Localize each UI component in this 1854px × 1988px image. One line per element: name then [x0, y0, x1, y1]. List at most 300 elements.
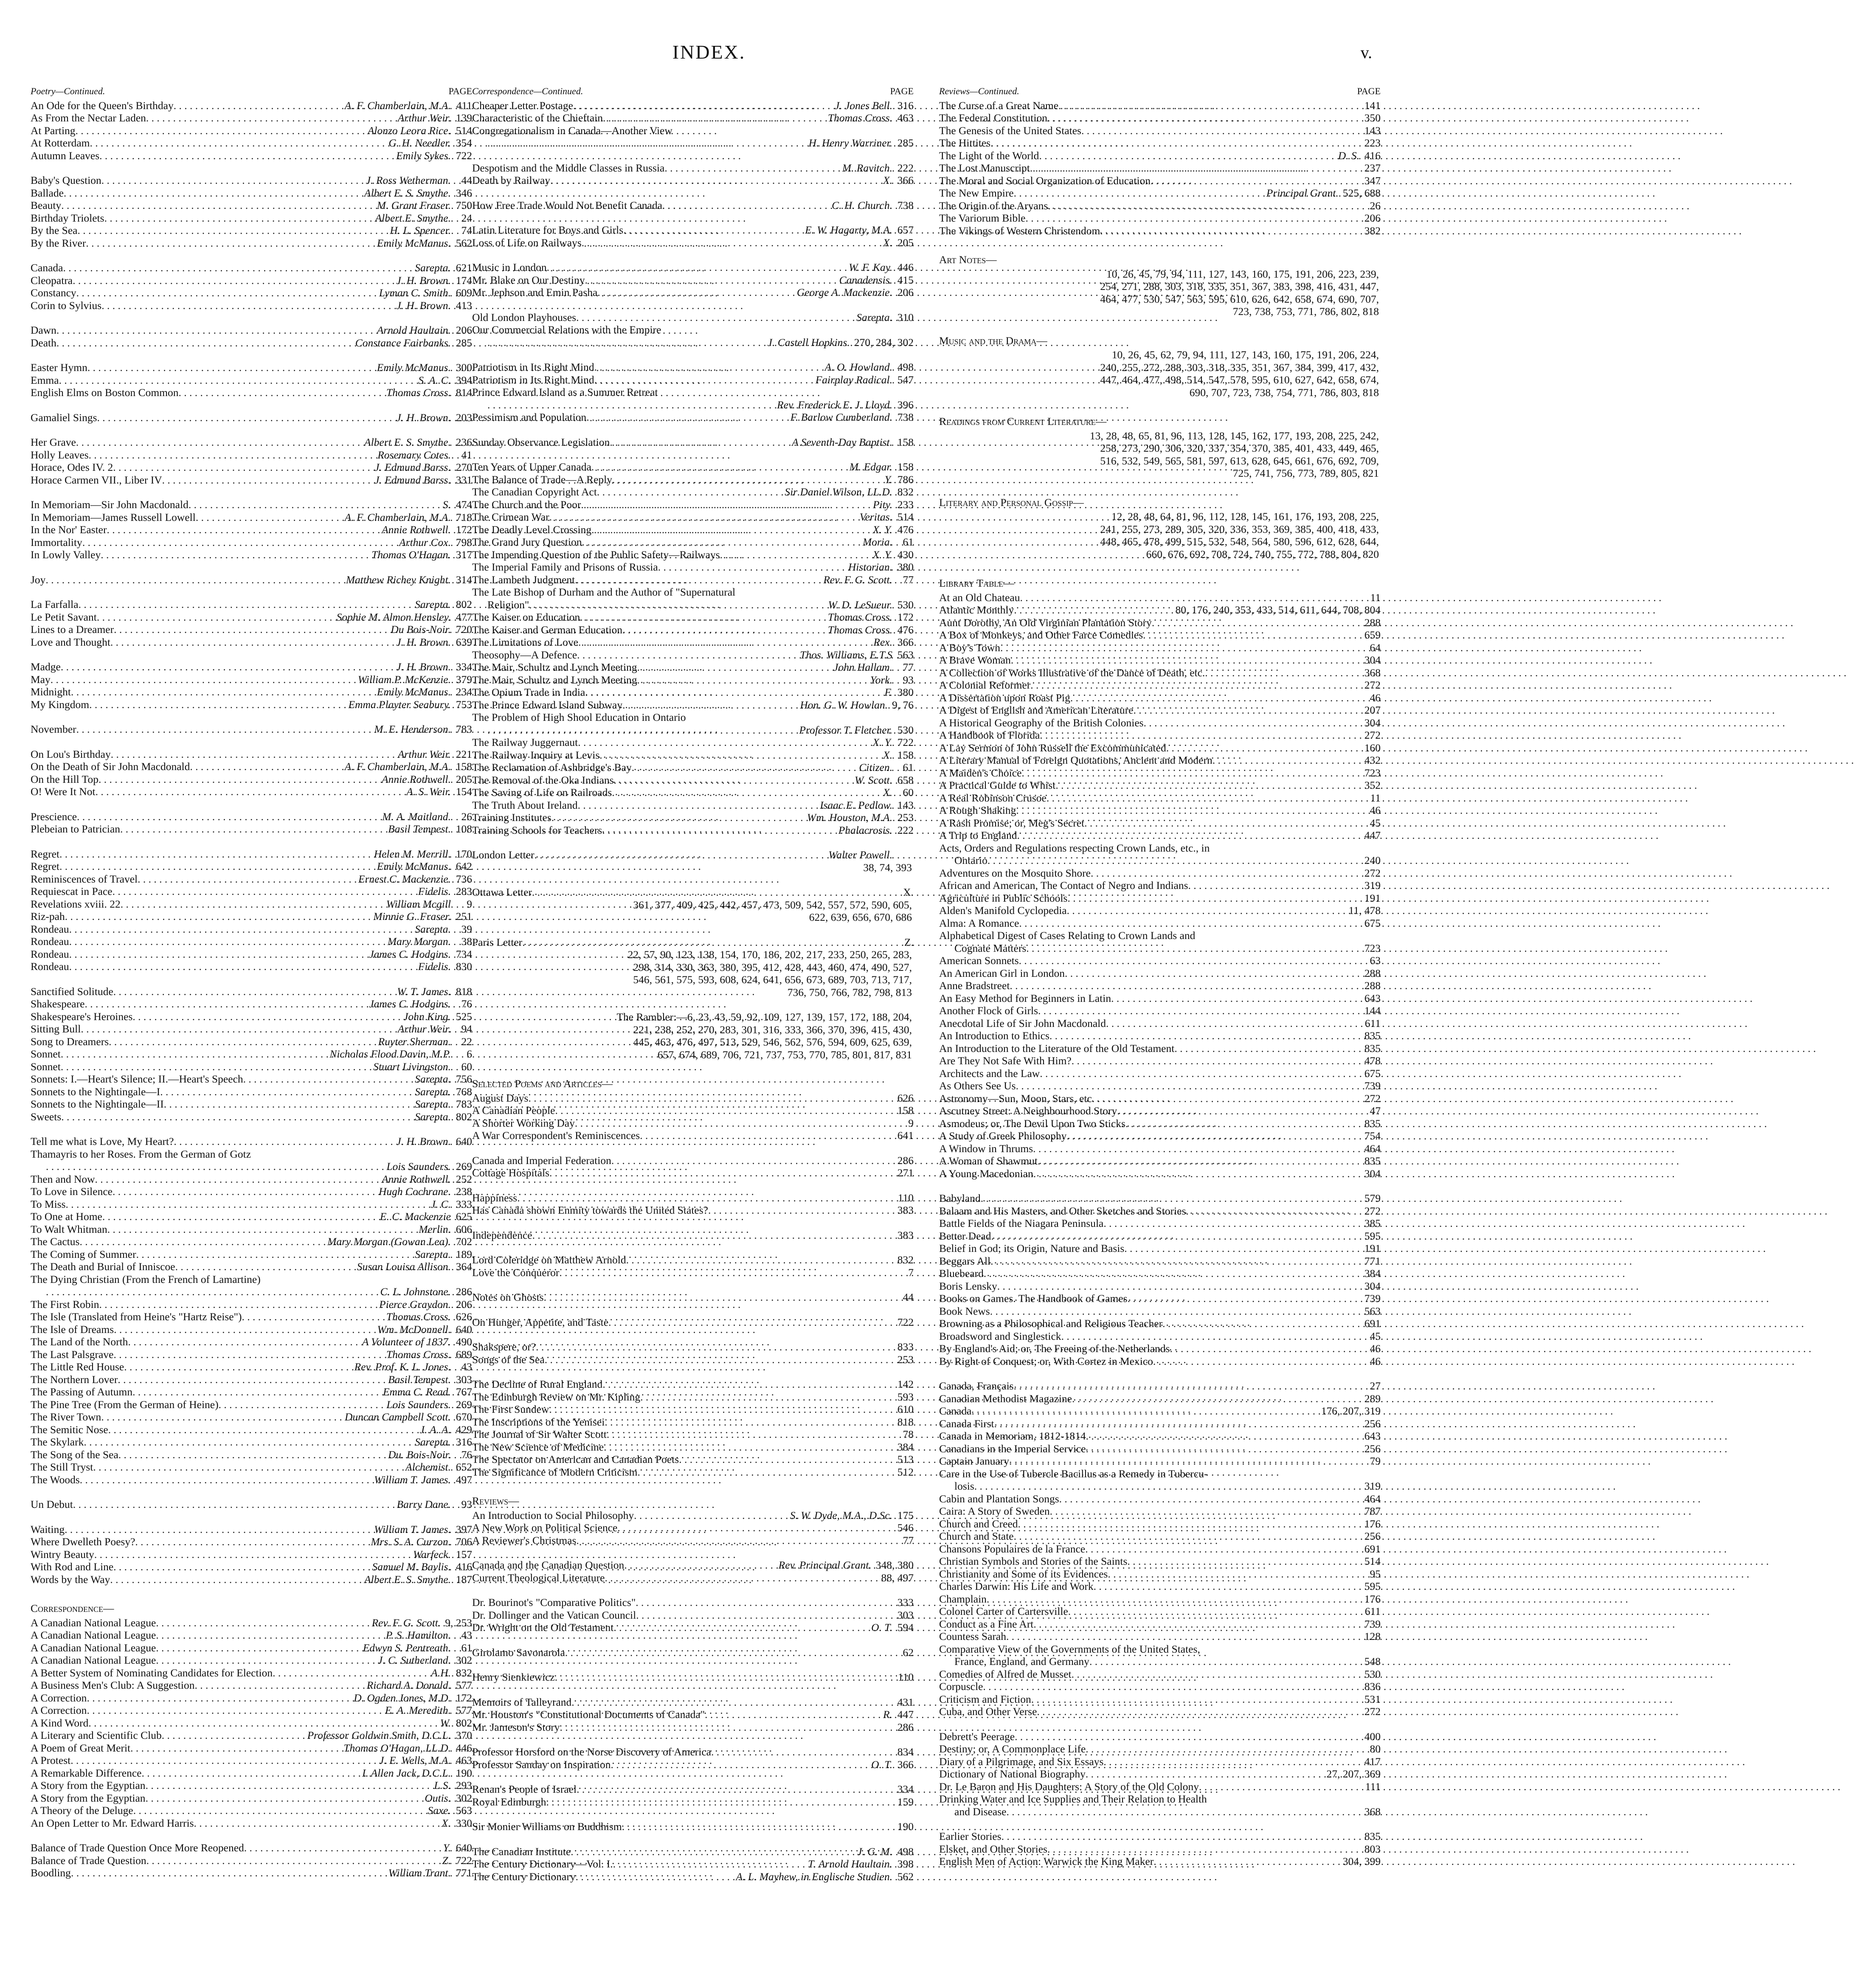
entry-author: Sarepta.: [415, 922, 451, 935]
index-entry: [939, 1755, 1381, 1768]
dot-leader: [61, 1048, 328, 1060]
entry-page: 272: [1364, 729, 1381, 741]
entry-author: J. Castell Hopkins.: [767, 336, 850, 349]
dot-leader: [576, 311, 855, 324]
index-entry: [472, 411, 914, 424]
entry-page: 289: [1364, 1392, 1381, 1405]
dot-leader: [591, 461, 848, 473]
entry-title: The Cactus: [31, 1235, 80, 1248]
dot-leader: [66, 1198, 429, 1211]
index-entry: [939, 1305, 1381, 1318]
entry-title: Browning as a Philosophical and Religious Teacher: [939, 1317, 1163, 1330]
index-entry: [472, 849, 914, 861]
entry-page: 658: [897, 773, 914, 786]
dot-leader: [128, 1336, 360, 1348]
entry-title: The Significance of Modern Criticism: [472, 1465, 638, 1478]
index-entry: [31, 1210, 472, 1223]
dot-leader: [664, 162, 840, 174]
index-entry: [31, 1098, 472, 1111]
index-entry: [939, 1442, 1381, 1455]
dot-leader: [194, 1817, 440, 1830]
spacer: [31, 1586, 472, 1598]
index-entry: [939, 1054, 1381, 1067]
entry-author: Rosemary Cotes.: [377, 448, 451, 461]
entry-page: 346: [456, 186, 472, 199]
entry-author: Du. Bois-Noir.: [388, 1448, 451, 1461]
index-entry: [31, 998, 472, 1010]
dot-leader: [1152, 616, 1358, 629]
entry-title: Latin Literature for Boys and Girls: [472, 224, 624, 236]
entry-title: Songs of the Sea: [472, 1353, 545, 1366]
dot-leader: [65, 1523, 372, 1536]
dot-leader: [196, 511, 343, 524]
index-entry: [939, 629, 1381, 641]
dot-leader: [87, 361, 375, 374]
entry-title: Madge: [31, 661, 61, 673]
index-entry: [31, 1023, 472, 1035]
entry-author: A. F. Chamberlain, M.A.: [344, 99, 451, 112]
entry-title: On Hunger, Appetite, and Taste: [472, 1316, 609, 1328]
index-entry: [939, 892, 1381, 905]
index-entry: [472, 336, 914, 349]
entry-title: The Song of the Sea: [31, 1448, 118, 1461]
entry-author: Z.: [442, 1854, 451, 1867]
entry-title: Her Grave: [31, 436, 76, 448]
dot-leader: [79, 598, 414, 611]
page-number-list: 546, 561, 575, 593, 608, 624, 641, 656, 673, 689, 703, 713, 717,: [633, 973, 912, 986]
entry-title: Corpuscle: [939, 1680, 983, 1693]
index-entry: [31, 1073, 472, 1085]
entry-title: On Lou's Birthday: [31, 748, 111, 760]
index-entry: [939, 149, 1381, 162]
entry-page: 720: [456, 623, 472, 635]
index-entry: [939, 200, 1381, 212]
entry-title: Astronomy—Sun, Moon, Stars, etc: [939, 1092, 1092, 1105]
entry-page: 176, 207, 319: [1321, 1405, 1381, 1417]
entry-author: Albert E. S. Smythe.: [364, 436, 451, 448]
index-entry: [472, 236, 914, 249]
entry-author: E. W. Hagarty, M.A.: [805, 224, 892, 236]
entry-page: 331: [456, 473, 472, 486]
entry-title: To Miss: [31, 1198, 66, 1210]
entry-page: 429: [456, 1423, 472, 1436]
entry-page: 783: [456, 723, 472, 735]
entry-title: Mr. Blake on Our Destiny: [472, 273, 585, 286]
entry-author: Duncan Campbell Scott.: [344, 1411, 451, 1423]
entry-page: 143: [897, 799, 914, 811]
dot-leader: [711, 1746, 891, 1758]
index-entry: [31, 1779, 472, 1792]
entry-page: 288: [1364, 979, 1381, 992]
index-entry: [939, 1317, 1381, 1330]
index-entry: [939, 1830, 1381, 1843]
index-entry: [472, 224, 914, 236]
index-entry: [939, 1768, 1381, 1780]
page-number-list: 10, 26, 45, 62, 79, 94, 111, 127, 143, 160, 175, 191, 206, 224,: [1111, 349, 1379, 361]
entry-title: Beggars All: [939, 1254, 991, 1267]
column-heading: [939, 85, 1381, 98]
dot-leader: [156, 1617, 370, 1629]
entry-page: 302: [456, 1654, 472, 1666]
entry-page: 385: [1364, 1217, 1381, 1229]
entry-page: 835: [1364, 1117, 1381, 1130]
entry-title: Boodling: [31, 1867, 71, 1879]
dot-leader: [162, 474, 373, 486]
index-entry: [31, 523, 472, 536]
dot-leader: [987, 854, 1358, 867]
entry-title: Patriotism in Its Right Mind: [472, 373, 594, 386]
dot-leader: [1010, 979, 1358, 992]
index-entry: [31, 498, 472, 511]
entry-author: E. C. Mackenzie: [380, 1210, 451, 1223]
dot-leader: [86, 237, 375, 250]
entry-page: 334: [897, 1783, 914, 1795]
dot-leader: [1039, 149, 1336, 162]
dot-leader: [1170, 1342, 1358, 1355]
entry-author: A Volunteer of 1837.: [362, 1336, 451, 1348]
dot-leader: [1033, 1618, 1358, 1631]
entry-author: M. Ravitch.: [842, 161, 892, 174]
index-entry: [31, 1260, 472, 1273]
dot-leader: [1094, 1580, 1358, 1593]
entry-title: Ballade: [31, 186, 64, 199]
spacer: [472, 998, 914, 1011]
spacer: [472, 299, 914, 311]
entry-title: The Spectator on American and Canadian Poets: [472, 1453, 679, 1465]
index-entry: [31, 1386, 472, 1398]
entry-title: The Impending Question of the Public Safety—Railways: [472, 548, 720, 561]
entry-title: Babyland: [939, 1192, 981, 1204]
entry-title: The Reclamation of Ashbridge's Bay: [472, 761, 632, 773]
dot-leader: [610, 436, 790, 449]
entry-title: Rondeau: [31, 922, 69, 935]
entry-page: 577: [456, 1704, 472, 1716]
entry-author: J. Jones Bell.: [835, 99, 892, 112]
dot-leader: [597, 286, 795, 299]
index-entry: [31, 623, 472, 636]
entry-page: 45: [1370, 816, 1381, 829]
dot-leader: [981, 1192, 1358, 1205]
entry-title: The Moral and Social Organization of Education: [939, 174, 1151, 187]
entry-page: 738: [897, 199, 914, 211]
entry-page: 88, 497: [881, 1571, 914, 1584]
entry-title: Professor Sanday on Inspiration: [472, 1758, 611, 1771]
entry-title: Alden's Manifold Cyclopedia: [939, 904, 1067, 917]
dot-leader: [640, 1391, 891, 1403]
entry-title: Ten Years of Upper Canada: [472, 461, 591, 473]
index-entry: [472, 386, 914, 399]
dot-leader: [164, 1098, 413, 1111]
entry-author: W. Scott.: [854, 773, 892, 786]
entry-page: 835: [1364, 1830, 1381, 1842]
dot-leader: [549, 1403, 891, 1416]
dot-leader: [551, 811, 805, 824]
spacer: [939, 480, 1381, 492]
index-entry: [939, 174, 1381, 187]
dot-leader: [73, 274, 394, 287]
index-entry: [939, 1618, 1381, 1631]
index-entry: [472, 498, 914, 511]
dot-leader: [71, 686, 375, 698]
entry-page: 611: [1364, 1017, 1381, 1029]
entry-author: Lois Saunders.: [386, 1160, 451, 1173]
entry-author: Annie Rothwell.: [382, 773, 451, 785]
entry-author: Professor T. Fletcher.: [799, 723, 892, 736]
entry-title: The Isle (Translated from Heine's "Hartz Reise"): [31, 1310, 242, 1323]
entry-page: 333: [897, 1596, 914, 1608]
entry-page: 222: [897, 824, 914, 836]
entry-page: 170: [456, 847, 472, 860]
entry-page: 310: [897, 311, 914, 323]
entry-page: 563: [897, 648, 914, 661]
dot-leader: [59, 374, 417, 387]
entry-author: J. E. Wells, M.A.: [379, 1754, 451, 1766]
index-entry: [472, 1378, 914, 1391]
dot-leader: [594, 374, 814, 386]
entry-page: 158: [456, 760, 472, 773]
index-entry: [31, 760, 472, 773]
entry-title: Christian Symbols and Stories of the Saints: [939, 1555, 1128, 1567]
index-entry: [939, 112, 1381, 124]
entry-page: 750: [456, 199, 472, 211]
entry-page: 80, 176, 240, 353, 433, 514, 611, 644, 708, 804: [1175, 604, 1381, 616]
entry-author: Warfeck.: [413, 1548, 451, 1561]
entry-page: 814: [456, 386, 472, 399]
dot-leader: [637, 661, 832, 674]
index-entry: [939, 1530, 1381, 1543]
page-number-list: 690, 707, 723, 738, 754, 771, 786, 803, 818: [1189, 386, 1379, 399]
index-entry: [939, 1455, 1381, 1468]
entry-author: George A. Mackenzie.: [796, 286, 892, 298]
entry-page: 722: [897, 1316, 914, 1328]
index-entry: [31, 686, 472, 698]
dot-leader: [76, 436, 363, 449]
entry-page: 288: [1364, 967, 1381, 979]
entry-title: The Isle of Dreams: [31, 1323, 114, 1336]
spacer: [939, 237, 1381, 249]
index-entry: [939, 829, 1381, 842]
index-entry: [939, 704, 1381, 717]
page-number-list: 516, 532, 549, 565, 581, 597, 613, 628, 645, 661, 676, 692, 709,: [1100, 454, 1379, 467]
entry-title: Constancy: [31, 287, 76, 299]
dot-leader: [1033, 1142, 1358, 1155]
entry-title: Wintry Beauty: [31, 1548, 94, 1561]
index-entry: [939, 1267, 1381, 1280]
entry-page: 60: [903, 786, 914, 799]
entry-page: 157: [456, 1548, 472, 1561]
dot-leader: [273, 1667, 429, 1679]
entry-page: 222: [897, 161, 914, 174]
entry-author: Sir Daniel Wilson, LL.D.: [785, 486, 892, 498]
spacer: [31, 349, 472, 361]
dot-leader: [1020, 591, 1358, 604]
entry-title: Birthday Triolets: [31, 211, 104, 224]
entry-author: Pity.: [872, 498, 892, 511]
entry-page: 314: [456, 573, 472, 586]
entry-title: Regret: [31, 860, 59, 872]
entry-title: The Northern Lover: [31, 1373, 118, 1386]
entry-title: Sweets: [31, 1110, 62, 1123]
spacer: [31, 973, 472, 985]
entry-page: 272: [1364, 1092, 1381, 1105]
entry-author: William T. James.: [374, 1523, 451, 1535]
entry-author: Sarepta.: [415, 262, 451, 274]
index-entry: [472, 774, 914, 787]
dot-leader: [1111, 992, 1358, 1005]
index-entry: [472, 286, 914, 299]
dot-leader: [88, 1717, 438, 1729]
dot-leader: [146, 1779, 433, 1792]
entry-page: 189: [456, 1248, 472, 1260]
entry-author: Thos. Williams, E.T.S: [800, 648, 892, 661]
entry-author: W.: [440, 1716, 451, 1729]
dot-leader: [1144, 717, 1358, 729]
dot-leader: [71, 1867, 387, 1879]
entry-title: A Dissertation upon Roast Pig: [939, 691, 1070, 704]
index-entry: [31, 411, 472, 424]
entry-author: Mary Morgan.: [387, 935, 451, 948]
dot-leader: [1086, 1442, 1358, 1455]
page-number-list: 660, 676, 692, 708, 724, 740, 755, 772, 788, 804, 820: [1146, 548, 1379, 560]
entry-title: A Protest: [31, 1754, 71, 1766]
index-entry: [31, 237, 472, 250]
entry-author: Thomas Cross.: [386, 386, 451, 399]
entry-title: The Church and the Poor: [472, 498, 581, 511]
entry-title: A Study of Greek Philosophy: [939, 1130, 1067, 1142]
index-entry: [472, 786, 914, 799]
index-entry: [472, 649, 914, 661]
entry-author: J. Edmund Barss.: [374, 473, 451, 486]
entry-author: Arnold Haultain.: [377, 324, 451, 336]
index-entry: [472, 536, 914, 548]
entry-author: Sarepta.: [415, 598, 451, 610]
entry-author: Fidelis.: [418, 960, 451, 973]
dot-leader: [104, 212, 374, 225]
entry-page: 643: [1364, 992, 1381, 1004]
dot-leader: [102, 1210, 378, 1223]
entry-title: Midnight: [31, 686, 71, 698]
index-entry: [939, 904, 1381, 917]
index-entry: [939, 779, 1381, 792]
entry-title: Beauty: [31, 199, 62, 211]
index-entry: [31, 1285, 472, 1298]
entry-title: Thamayris to her Roses. From the German of Gotz: [31, 1147, 251, 1160]
entry-title: A Digest of English and American Literature: [939, 704, 1134, 716]
entry-page: 43: [461, 1361, 472, 1373]
entry-author: O. T.: [871, 1621, 892, 1634]
entry-page: 143: [1364, 124, 1381, 137]
dot-leader: [1125, 1117, 1358, 1130]
entry-author: James C. Hodgins.: [369, 948, 451, 960]
entry-page: 463: [456, 1754, 472, 1766]
entry-author: Basil Tempest.: [388, 1373, 451, 1386]
entry-author: Emma Playter Seabury.: [348, 698, 451, 711]
entry-title: As From the Nectar Laden: [31, 112, 146, 124]
dot-leader: [160, 1085, 413, 1098]
dot-leader: [1103, 1755, 1358, 1768]
index-entry: [939, 729, 1381, 742]
index-entry: [31, 1642, 472, 1654]
entry-title: A Story from the Egyptian: [31, 1791, 146, 1804]
dot-leader: [983, 1680, 1358, 1693]
index-entry: [939, 929, 1381, 942]
entry-title: Belief in God; its Origin, Nature and Basis: [939, 1242, 1125, 1254]
dot-leader: [578, 799, 818, 812]
entry-author: Thomas Cross.: [827, 112, 892, 124]
entry-page: 350: [1364, 112, 1381, 124]
dot-leader: [1067, 904, 1343, 917]
index-entry: [472, 261, 914, 274]
entry-title: A Reviewer's Christmas: [472, 1534, 577, 1547]
entry-title: A Collection of Works Illustrative of the Dance of Death, etc.: [939, 666, 1205, 679]
entry-title: Prince Edward Island as a Summer Retreat: [472, 386, 658, 398]
entry-title: Notes on Ghosts: [472, 1291, 544, 1303]
entry-title: Requiescat in Pace: [31, 885, 113, 897]
dot-leader: [535, 849, 827, 861]
index-entry: [939, 137, 1381, 149]
entry-page: 514: [897, 511, 914, 523]
entry-page: 416: [456, 1561, 472, 1573]
entry-page: 206: [456, 324, 472, 336]
index-entry: [472, 99, 914, 112]
page-label: PAGE: [890, 86, 914, 96]
entry-title: A Practical Guide to Whist: [939, 779, 1056, 791]
dot-leader: [89, 698, 346, 711]
entry-page: 366: [897, 1758, 914, 1771]
entry-title: O! Were It Not: [31, 785, 96, 798]
dot-leader: [971, 1405, 1315, 1417]
entry-title: Happiness: [472, 1191, 518, 1204]
entry-author: X.: [883, 748, 892, 761]
entry-page: 803: [1364, 1842, 1381, 1855]
entry-author: Stuart Livingston.: [373, 1060, 451, 1073]
dot-leader: [114, 1323, 375, 1336]
entry-title: The Death and Burial of Inniscoe: [31, 1260, 175, 1273]
index-entry: [472, 936, 914, 949]
entry-page: 26: [1370, 199, 1381, 212]
index-entry: [31, 1423, 472, 1436]
entry-author: Ruyter Sherman.: [378, 1035, 451, 1048]
section-heading: Readings from Current Literature—: [939, 415, 1107, 427]
entry-title: A Canadian National League: [31, 1654, 156, 1666]
index-entry: [31, 848, 472, 860]
entry-title: A Canadian National League: [31, 1641, 156, 1654]
entry-title: The Origin of the Aryans: [939, 199, 1048, 212]
entry-page: 256: [1364, 1442, 1381, 1455]
dot-leader: [1143, 629, 1358, 641]
entry-page: 380: [897, 561, 914, 573]
entry-title: Canada in Memoriam, 1812-1814: [939, 1430, 1086, 1442]
dot-leader: [585, 274, 838, 287]
dot-leader: [576, 1870, 734, 1883]
index-entry: [472, 199, 914, 212]
index-entry: [31, 112, 472, 124]
entry-page: 191: [1364, 891, 1381, 904]
entry-title: Joy: [31, 573, 46, 586]
entry-title: Canada First: [939, 1417, 994, 1430]
entry-author: J. H. Brown.: [396, 299, 451, 312]
entry-title: Religion": [487, 598, 529, 611]
entry-title: On the Death of Sir John Macdonald: [31, 760, 190, 773]
entry-page: 272: [1364, 866, 1381, 879]
page-title: INDEX.: [672, 41, 746, 63]
entry-title: Champlain: [939, 1592, 987, 1605]
entry-author: Pierce Graydon.: [379, 1298, 451, 1310]
spacer: [939, 560, 1381, 573]
index-entry: [31, 374, 472, 387]
entry-title: Diary of a Pilgrimage, and Six Essays: [939, 1755, 1104, 1768]
index-entry: [939, 1130, 1381, 1142]
